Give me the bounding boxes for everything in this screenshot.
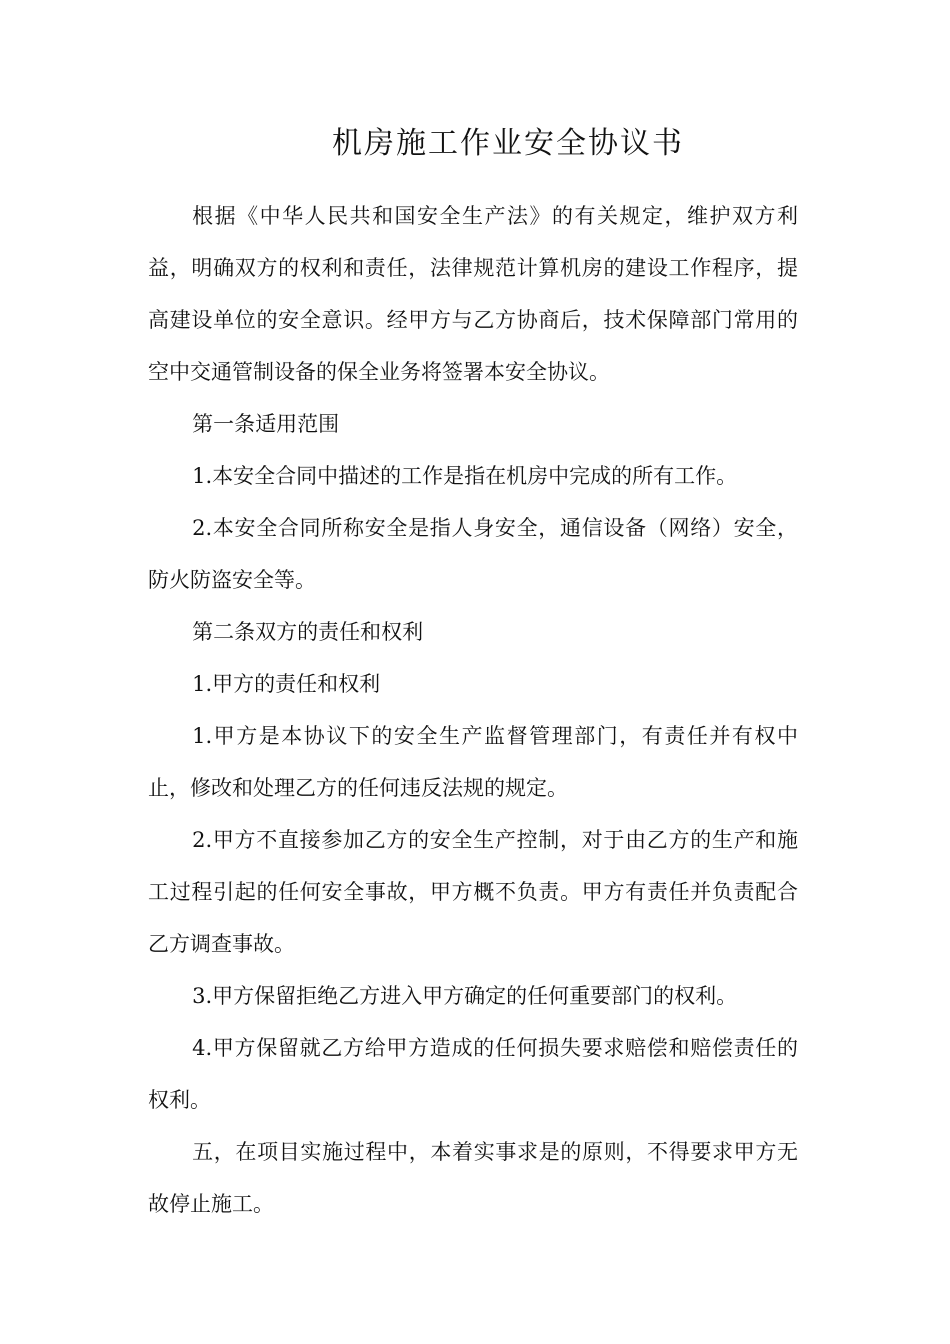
paragraph-intro: 根据《中华人民共和国安全生产法》的有关规定，维护双方利益，明确双方的权利和责任，法律规范计算机房的建设工作程序，提高建设单位的安全意识。经甲方与乙方协商后，技术保障部门常用的空中交通管制设备的保全业务将签署本安全协议。 <box>148 204 798 384</box>
section-heading-responsibilities: 第二条双方的责任和权利 <box>192 620 424 644</box>
clause-paragraph: 1.甲方是本协议下的安全生产监督管理部门，有责任并有权中止，修改和处理乙方的任何违反法规的规定。 <box>148 724 798 800</box>
document-title: 机房施工作业安全协议书 <box>332 126 684 161</box>
document-body <box>148 190 798 1230</box>
clause-paragraph: 1.本安全合同中描述的工作是指在机房中完成的所有工作。 <box>192 464 738 488</box>
clause-paragraph: 五，在项目实施过程中，本着实事求是的原则，不得要求甲方无故停止施工。 <box>148 1140 798 1216</box>
clause-paragraph: 2.甲方不直接参加乙方的安全生产控制，对于由乙方的生产和施工过程引起的任何安全事故，甲方概不负责。甲方有责任并负责配合乙方调查事故。 <box>148 828 798 956</box>
subsection-heading: 1.甲方的责任和权利 <box>192 672 381 696</box>
clause-paragraph: 3.甲方保留拒绝乙方进入甲方确定的任何重要部门的权利。 <box>192 984 738 1008</box>
clause-paragraph: 4.甲方保留就乙方给甲方造成的任何损失要求赔偿和赔偿责任的权利。 <box>148 1036 798 1112</box>
section-heading-scope: 第一条适用范围 <box>192 412 340 436</box>
clause-paragraph: 2.本安全合同所称安全是指人身安全，通信设备（网络）安全，防火防盗安全等。 <box>148 516 798 592</box>
